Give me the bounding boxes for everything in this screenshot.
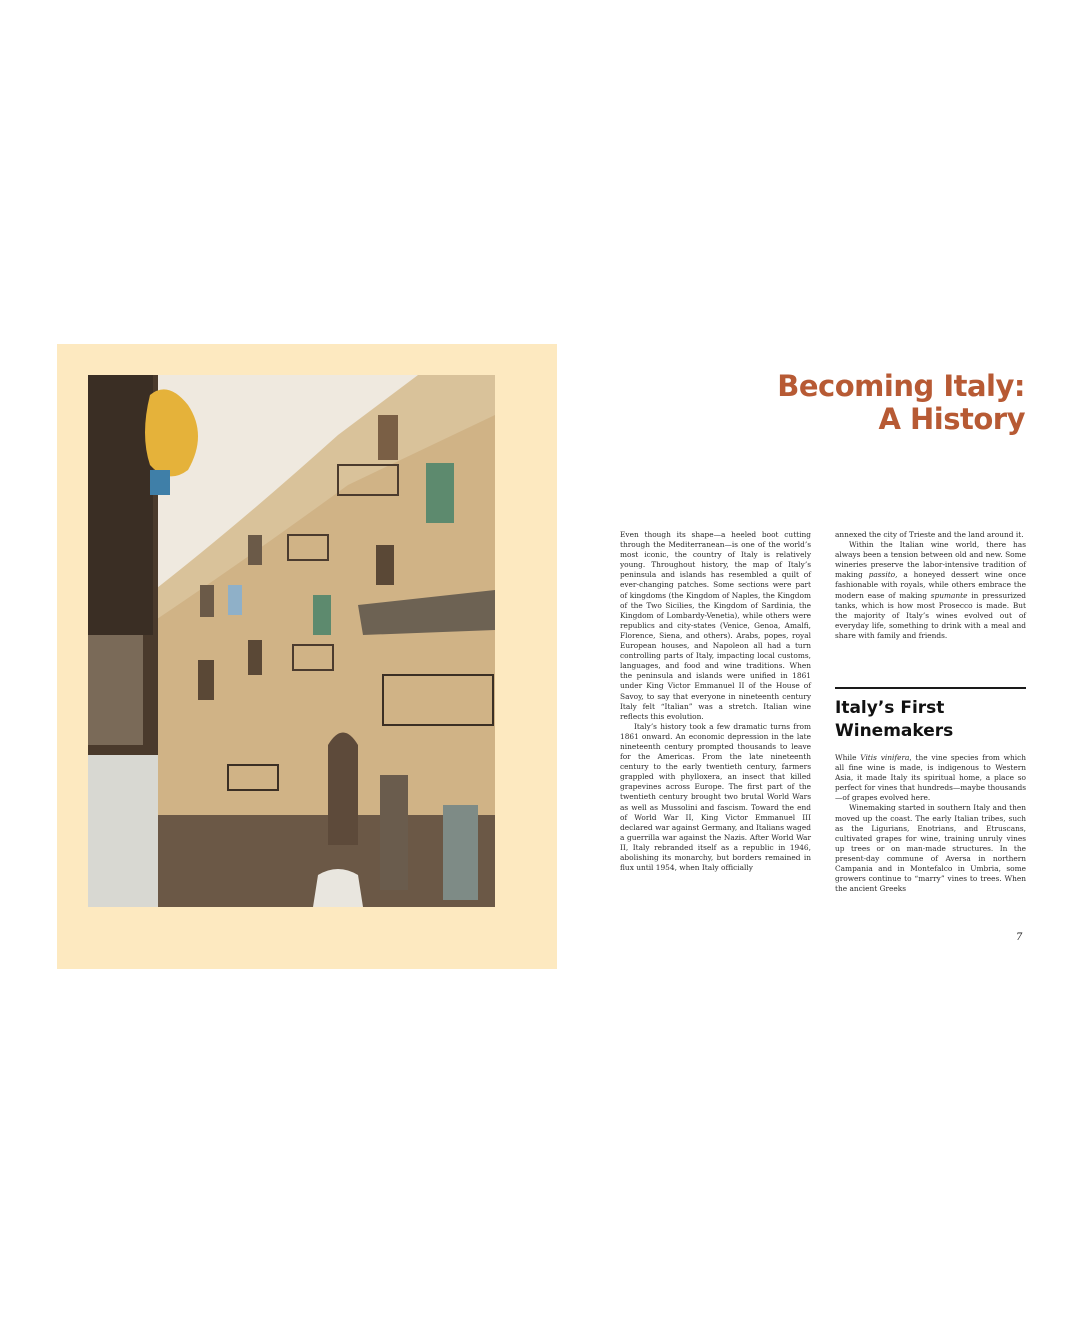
chapter-title <box>605 370 1025 436</box>
italic-term: passito <box>868 570 896 580</box>
section-divider <box>835 687 1026 689</box>
page-number: 7 <box>1016 932 1023 943</box>
text-run: , a honeyed dessert wine once fashionable with royals, while others embrace the modern ease of making <box>835 570 1026 600</box>
chapter-title-line2: A History <box>878 402 1025 436</box>
section-heading-line2: Winemakers <box>835 721 954 741</box>
italic-term: Vitis vinifera <box>860 753 910 762</box>
section-body <box>835 753 1026 894</box>
paragraph <box>835 540 1026 641</box>
street-scene-illustration <box>88 375 495 907</box>
text-run: Within the Italian wine world, there has always been a tension between old and new. Some wineries preserve the labor-intensive tradition of making <box>835 540 1026 580</box>
paragraph: Even though its shape—a heeled boot cutting through the Mediterranean—is one of the world’s most iconic, the country of Italy is relatively young. Throughout history, the map of Italy’s peninsula and islands has resembled a quilt of ever-changing patches. Some sections were part of kingdoms (the Kingdom of Naples, the Kingdom of the Two Sicilies, the Kingdom of Sardinia, the Kingdom of Lombardy-Venetia), while others were republics and city-states (Venice, Genoa, Amalfi, Florence, Siena, and others). Arabs, popes, royal European houses, and Napoleon all had a turn controlling parts of Italy, impacting local customs, languages, and food and wine traditions. When the peninsula and islands were unified in 1861 under King Victor Emmanuel II of the House of Savoy, to say that everyone in nineteenth century Italy felt “Italian” was a stretch. Italian wine reflects this evolution. <box>620 530 811 721</box>
paragraph: annexed the city of Trieste and the land around it. <box>835 530 1024 539</box>
italic-term: spumante <box>930 590 968 600</box>
section-heading <box>835 697 1026 743</box>
paragraph: Italy’s history took a few dramatic turns from 1861 onward. An economic depression in the late nineteenth century prompted thousands to leave for the Americas. From the late nineteenth century to the early twentieth century, farmers grappled with phylloxera, an insect that killed grapevines across Europe. The first part of the twentieth century brought two brutal World Wars as well as Mussolini and fascism. Toward the end of World War II, King Victor Emmanuel III declared war against Germany, and Italians waged a guerrilla war against the Nazis. After World War II, Italy rebranded itself as a republic in 1946, abolishing its monarchy, but borders remained in flux until 1954, when Italy officially <box>620 721 811 873</box>
paragraph <box>835 753 1026 803</box>
body-column-right <box>835 530 1026 641</box>
street-photo <box>88 375 495 907</box>
section-heading-line1: Italy’s First <box>835 698 945 718</box>
text-run: , the vine species from which all fine wine is made, is indigenous to Western Asia, it made Italy its spiritual home, a place so perfect for vines that hundreds—maybe thousands—of grapes evolved here. <box>835 753 1027 803</box>
chapter-title-line1: Becoming Italy: <box>777 369 1025 403</box>
paragraph: Winemaking started in southern Italy and then moved up the coast. The early Italian tribes, such as the Ligurians, Enotrians, and Etruscans, cultivated grapes for wine, training unruly vines up trees or on man-made structures. In the present-day commune of Aversa in northern Campania and in Montefalco in Umbria, some growers continue to “marry” vines to trees. When the ancient Greeks <box>835 803 1026 894</box>
body-column-left <box>620 530 811 873</box>
text-run: in pressurized tanks, which is how most Prosecco is made. But the majority of Italy’s wines evolved out of everyday life, something to drink with a meal and share with family and friends. <box>835 590 1026 640</box>
text-run: While <box>835 753 861 762</box>
photo-panel <box>57 344 557 969</box>
